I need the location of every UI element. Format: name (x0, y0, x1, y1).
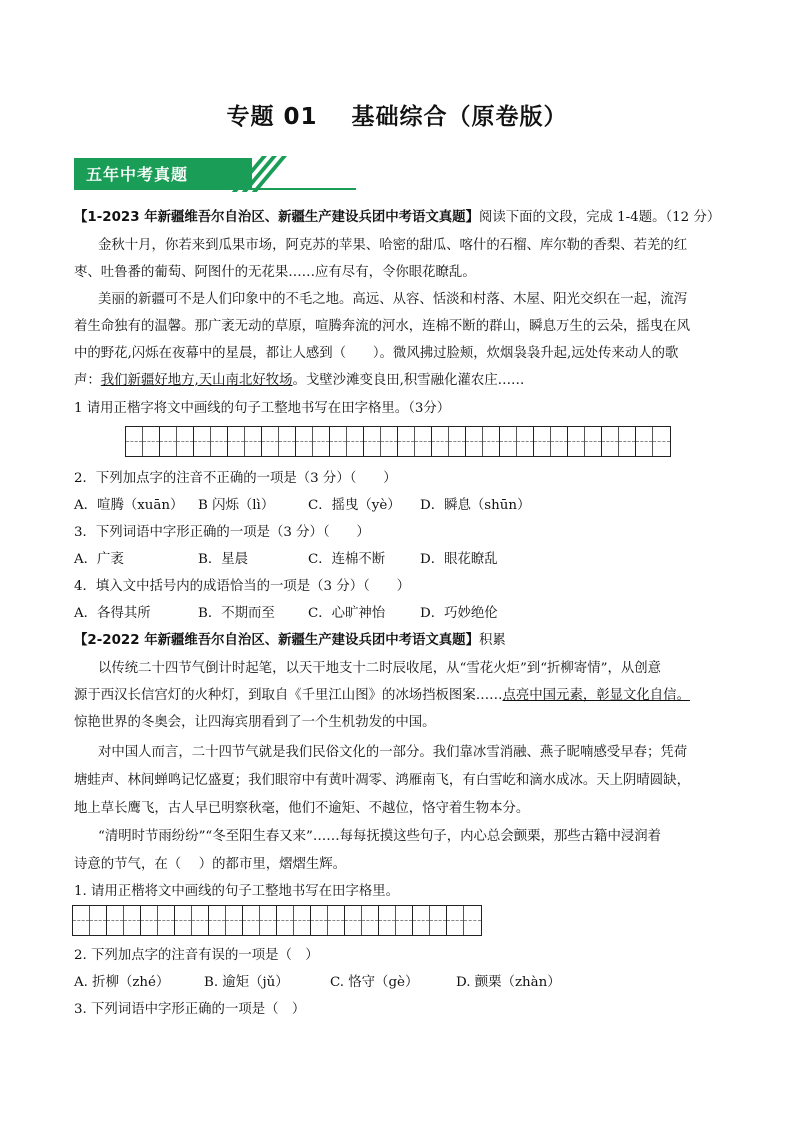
q1-sub4: 4．填入文中括号内的成语恰当的一项是（3 分）（ ） (74, 579, 410, 594)
grid-cell[interactable] (107, 906, 124, 935)
grid-cell[interactable] (158, 906, 175, 935)
q1-sub2-option[interactable]: A．喧腾（xuān） (74, 498, 184, 513)
grid-cell[interactable] (585, 427, 602, 456)
grid-cell[interactable] (602, 427, 619, 456)
writing-grid-2[interactable] (72, 905, 482, 936)
q1-sub2-option[interactable]: B 闪烁（lì） (198, 498, 275, 513)
q2-sub1: 1. 请用正楷将文中画线的句子工整地书写在田字格里。 (74, 884, 400, 899)
q2-p2-line: 塘蛙声、林间蝉鸣记忆盛夏；我们眼帘中有黄叶凋零、鸿雁南飞，有白雪屹和滴水成冰。天上阴晴圆缺， (74, 773, 690, 788)
grid-cell[interactable] (262, 427, 279, 456)
q2-p2-line: 对中国人而言，二十四节气就是我们民俗文化的一部分。我们靠冰雪消融、燕子昵喃感受早春；凭荷 (98, 745, 688, 760)
section-banner (74, 158, 356, 192)
grid-cell[interactable] (347, 427, 364, 456)
grid-cell[interactable] (245, 427, 262, 456)
banner-label: 五年中考真题 (86, 165, 189, 184)
grid-cell[interactable] (243, 906, 260, 935)
grid-cell[interactable] (551, 427, 568, 456)
q1-p2-line: 着生命独有的温馨。那广袤无动的草原，喧腾奔流的河水，连棉不断的群山，瞬息万生的云朵，摇曳在风 (74, 319, 690, 334)
q1-p2-text: 。戈壁沙滩变良田,积雪融化灌农庄…… (292, 373, 525, 388)
q2-sub3: 3. 下列词语中字形正确的一项是（ ） (74, 1002, 306, 1017)
grid-cell[interactable] (447, 906, 464, 935)
q1-p1-line: 金秋十月，你若来到瓜果市场，阿克苏的苹果、哈密的甜瓜、喀什的石榴、库尔勒的香梨、若羌的红 (98, 238, 688, 253)
grid-cell[interactable] (211, 427, 228, 456)
grid-cell[interactable] (90, 906, 107, 935)
title-sub: 基础综合（原卷版） (351, 104, 568, 130)
grid-cell[interactable] (126, 427, 143, 456)
grid-cell[interactable] (296, 427, 313, 456)
grid-cell[interactable] (160, 427, 177, 456)
q2-p3-line: “清明时节雨纷纷”“冬至阳生春又来”……每每抚摸这些句子，内心总会颤栗，那些古籍中浸润着 (98, 829, 662, 844)
grid-cell[interactable] (260, 906, 277, 935)
grid-cell[interactable] (294, 906, 311, 935)
grid-cell[interactable] (396, 906, 413, 935)
grid-cell[interactable] (313, 427, 330, 456)
q2-p2-line: 地上草长鹰飞，古人早已明察秋毫，他们不逾矩、不越位，恪守着生物本分。 (74, 801, 530, 816)
grid-cell[interactable] (175, 906, 192, 935)
grid-cell[interactable] (226, 906, 243, 935)
q1-sub2: 2．下列加点字的注音不正确的一项是（3 分）（ ） (74, 471, 397, 486)
grid-cell[interactable] (500, 427, 517, 456)
grid-cell[interactable] (330, 427, 347, 456)
q1-sub3-option[interactable]: C．连棉不断 (308, 552, 386, 567)
q2-sub2: 2. 下列加点字的注音有误的一项是（ ） (74, 948, 319, 963)
q1-sub3-option[interactable]: A．广袤 (74, 552, 124, 567)
title-main: 专题 01 (226, 104, 318, 130)
grid-cell[interactable] (636, 427, 653, 456)
q2-source: 【2-2022 年新疆维吾尔自治区、新疆生产建设兵团中考语文真题】 (74, 633, 479, 648)
grid-cell[interactable] (653, 427, 670, 456)
grid-cell[interactable] (517, 427, 534, 456)
q1-header (74, 208, 720, 228)
grid-cell[interactable] (483, 427, 500, 456)
grid-cell[interactable] (398, 427, 415, 456)
q1-p2-line: 中的野花,闪烁在夜幕中的星晨，都让人感到（ ）。微风拂过脸颊，炊烟袅袅升起,远处传来动人的歌 (74, 346, 679, 361)
grid-cell[interactable] (141, 906, 158, 935)
q1-sub1: 1 请用正楷字将文中画线的句子工整地书写在田字格里。（3分） (74, 401, 451, 416)
q1-p2-line (74, 371, 524, 391)
q1-p2-line: 美丽的新疆可不是人们印象中的不毛之地。高远、从容、恬淡和村落、木屋、阳光交织在一起，流泻 (98, 292, 688, 307)
grid-cell[interactable] (534, 427, 551, 456)
q1-sub2-option[interactable]: C．摇曳（yè） (308, 498, 401, 513)
q1-instruction: 阅读下面的文段，完成 1-4题。（12 分） (478, 210, 721, 225)
q1-sub2-option[interactable]: D．瞬息（shūn） (420, 498, 531, 513)
q2-sub2-option[interactable]: B. 逾矩（jǔ） (204, 975, 289, 990)
grid-cell[interactable] (177, 427, 194, 456)
q2-sub2-option[interactable]: D. 颤栗（zhàn） (456, 975, 561, 990)
page-title (0, 98, 794, 131)
q2-p1-line (74, 686, 690, 706)
q1-underlined-sentence: 我们新疆好地方,天山南北好牧场 (100, 373, 293, 388)
grid-cell[interactable] (430, 906, 447, 935)
writing-grid-1[interactable] (125, 426, 671, 457)
grid-cell[interactable] (345, 906, 362, 935)
q2-p1-line: 以传统二十四节气倒计时起笔，以天干地支十二时辰收尾，从“雪花火炬”到“折柳寄情”，从创意 (98, 661, 662, 676)
grid-cell[interactable] (364, 427, 381, 456)
q2-sub2-option[interactable]: C. 恪守（gè） (330, 975, 419, 990)
q1-p2-text: 声： (74, 373, 101, 388)
q2-p1-line: 惊艳世界的冬奥会，让四海宾朋看到了一个生机勃发的中国。 (74, 715, 436, 730)
grid-cell[interactable] (311, 906, 328, 935)
grid-cell[interactable] (568, 427, 585, 456)
q2-underlined-sentence: 点亮中国元素，彰显文化自信。 (502, 688, 690, 703)
q1-sub4-option[interactable]: D．巧妙绝伦 (420, 606, 498, 621)
grid-cell[interactable] (124, 906, 141, 935)
q2-p1-text: 源于西汉长信宫灯的火种灯，到取自《千里江山图》的冰场挡板图案…… (74, 688, 503, 703)
q1-sub3-option[interactable]: D．眼花瞭乱 (420, 552, 498, 567)
grid-cell[interactable] (464, 906, 481, 935)
q1-sub3: 3．下列词语中字形正确的一项是（3 分）（ ） (74, 525, 370, 540)
grid-cell[interactable] (73, 906, 90, 935)
grid-cell[interactable] (228, 427, 245, 456)
grid-cell[interactable] (415, 427, 432, 456)
q1-p1-line: 枣、吐鲁番的葡萄、阿图什的无花果……应有尽有，令你眼花瞭乱。 (74, 265, 476, 280)
grid-cell[interactable] (194, 427, 211, 456)
grid-cell[interactable] (449, 427, 466, 456)
grid-cell[interactable] (279, 427, 296, 456)
grid-cell[interactable] (432, 427, 449, 456)
grid-cell[interactable] (466, 427, 483, 456)
banner-underline (74, 188, 356, 190)
q2-header (74, 631, 506, 651)
q1-sub4-option[interactable]: B．不期而至 (198, 606, 275, 621)
q1-sub3-option[interactable]: B．星晨 (198, 552, 249, 567)
grid-cell[interactable] (413, 906, 430, 935)
grid-cell[interactable] (619, 427, 636, 456)
grid-cell[interactable] (362, 906, 379, 935)
q2-instruction: 积累 (478, 633, 506, 648)
grid-cell[interactable] (328, 906, 345, 935)
grid-cell[interactable] (209, 906, 226, 935)
grid-cell[interactable] (381, 427, 398, 456)
grid-cell[interactable] (379, 906, 396, 935)
q2-p3-line: 诗意的节气，在（ ）的都市里，熠熠生辉。 (74, 857, 347, 872)
q1-sub4-option[interactable]: A．各得其所 (74, 606, 151, 621)
grid-cell[interactable] (277, 906, 294, 935)
grid-cell[interactable] (192, 906, 209, 935)
q1-sub4-option[interactable]: C．心旷神怡 (308, 606, 386, 621)
q1-source: 【1-2023 年新疆维吾尔自治区、新疆生产建设兵团中考语文真题】 (74, 210, 479, 225)
grid-cell[interactable] (143, 427, 160, 456)
q2-sub2-option[interactable]: A. 折柳（zhé） (74, 975, 170, 990)
